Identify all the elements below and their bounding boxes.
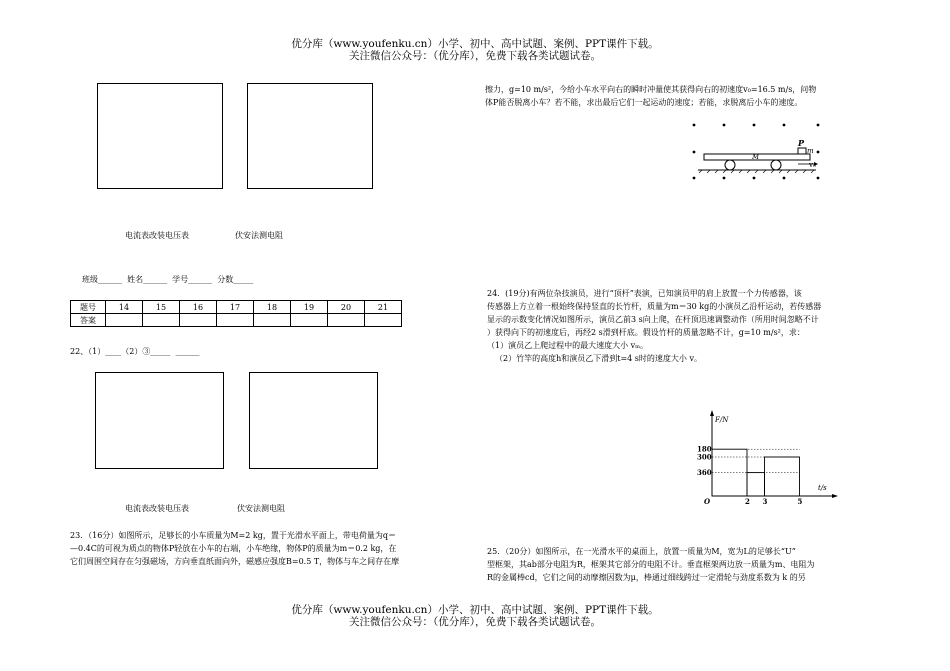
label-M: M	[752, 153, 760, 161]
q24-line-4: ）获得向下的初速度后，再经2 s滑到杆底。假设竹杆的质量忽略不计，g=10 m/s²，求：	[487, 328, 805, 337]
question-22: 22、（1）____（2）③_____ ______	[70, 347, 200, 356]
table-cell: 19	[291, 301, 328, 314]
student-info: 班级______ 姓名______ 学号______ 分数_____	[82, 275, 254, 284]
q24-line-1: 24．(19分)有两位杂技演员，进行“顶杆”表演，已知演员甲的肩上放置一个力传感器，该	[487, 289, 802, 298]
cart-magnetic-field-figure	[690, 118, 830, 188]
question-24	[487, 287, 907, 365]
x-tick-label-2: 2	[745, 497, 750, 506]
answer-box-circuit-2	[247, 83, 373, 189]
table-cell: 答案	[71, 314, 106, 327]
answer-table-answer-row	[71, 314, 402, 327]
q23-line-2: —0.4C的可视为质点的物体P轻放在小车的右端，小车绝缘，物体P的质量为m＝0.2 kg，在	[70, 544, 397, 553]
header-line-2: 关注微信公众号：（优分库），免费下载各类试题试卷。	[349, 50, 601, 62]
footer-line-2: 关注微信公众号：（优分库），免费下载各类试题试卷。	[349, 616, 601, 628]
q24-subquestion-2: （2）竹竿的高度h和演员乙下滑到t=4 s时的速度大小 v。	[495, 354, 702, 363]
label-v0: v₀	[809, 161, 816, 169]
y-tick-label-300: 300	[697, 452, 712, 462]
graph-ylabel: F/N	[715, 416, 729, 424]
step-segment-1	[747, 473, 765, 496]
question-23	[70, 529, 465, 568]
q23c-line-2: 体P能否脱离小车？若不能，求出最后它们一起运动的速度；若能，求脱离后小车的速度。	[485, 98, 803, 107]
table-cell: 16	[180, 301, 217, 314]
answer-box-circuit-3	[95, 372, 224, 469]
answer-box-circuit-4	[249, 372, 378, 469]
q24-subquestion-1: （1）演员乙上爬过程中的最大速度大小 vₘ。	[487, 341, 649, 350]
answer-cell[interactable]	[106, 314, 143, 327]
answer-table	[70, 300, 402, 327]
label-m: m	[807, 147, 814, 155]
answer-cell[interactable]	[365, 314, 402, 327]
force-time-graph	[696, 408, 842, 508]
x-tick-label-3: 3	[762, 497, 768, 506]
graph-marks	[697, 445, 803, 506]
answer-cell[interactable]	[180, 314, 217, 327]
graph-xlabel: t/s	[818, 484, 827, 492]
table-cell: 18	[254, 301, 291, 314]
q24-line-3: 显示的示数变化情况如图所示，演员乙前3 s向上爬，在杆顶迅速调整动作（所用时间忽略不计	[487, 315, 819, 324]
table-cell: 15	[143, 301, 180, 314]
q25-line-2: 型框架，其ab部分电阻为R，框架其它部分的电阻不计。垂直框架两边放一质量为m、电阻为	[487, 560, 815, 569]
answer-cell[interactable]	[328, 314, 365, 327]
step-segment-2	[765, 457, 800, 496]
answer-cell[interactable]	[143, 314, 180, 327]
answer-cell[interactable]	[291, 314, 328, 327]
q25-line-1: 25．（20分）如图所示，在一光滑水平的桌面上，放置一质量为M，宽为L的足够长“U”	[487, 547, 796, 556]
step-segment-0	[712, 449, 747, 496]
q23-line-1: 23．（16分）如图所示，足够长的小车质量为M=2 kg，置于光滑水平面上，带电荷量为q＝	[70, 531, 396, 540]
answer-cell[interactable]	[217, 314, 254, 327]
caption-voltammetry: 伏安法测电阻	[235, 231, 283, 240]
q25-line-3: R的金属棒cd，它们之间的动摩擦因数为μ，棒通过细线跨过一定滑轮与劲度系数为 k 的另	[487, 573, 806, 582]
caption-voltammetry-2: 伏安法测电阻	[237, 504, 285, 513]
caption-ammeter-voltmeter: 电流表改装电压表	[125, 231, 189, 240]
question-25	[487, 545, 907, 584]
table-cell: 20	[328, 301, 365, 314]
table-cell: 题号	[71, 301, 106, 314]
question-23-continued	[485, 83, 905, 109]
header-line-1: 优分库（www.youfenku.cn）小学、初中、高中试题、案例、PPT课件下载。	[291, 38, 659, 50]
caption-ammeter-voltmeter-2: 电流表改装电压表	[125, 504, 189, 513]
answer-box-circuit-1	[97, 83, 223, 189]
footer-line-1: 优分库（www.youfenku.cn）小学、初中、高中试题、案例、PPT课件下载。	[291, 604, 659, 616]
q24-line-2: 传感器上方立着一根始终保持竖直的长竹杆，质量为m＝30 kg的小演员乙沿杆运动，若传感器	[487, 302, 822, 311]
x-tick-label-5: 5	[797, 497, 803, 506]
table-cell: 21	[365, 301, 402, 314]
q23c-line-1: 擦力，g=10 m/s²，今给小车水平向右的瞬时冲量使其获得向右的初速度v₀=16.5 m/s，问物	[485, 85, 817, 94]
y-tick-label-360: 180	[697, 444, 712, 454]
table-cell: 17	[217, 301, 254, 314]
q23-line-3: 它们周围空间存在匀强磁场，方向垂直纸面向外，磁感应强度B=0.5 T，物体与车之间存在摩	[70, 557, 400, 566]
answer-cell[interactable]	[254, 314, 291, 327]
y-tick-label-180: 360	[697, 468, 712, 478]
label-P: P	[798, 138, 805, 148]
answer-table-header-row	[71, 301, 402, 314]
graph-origin: O	[704, 497, 711, 506]
table-cell: 14	[106, 301, 143, 314]
